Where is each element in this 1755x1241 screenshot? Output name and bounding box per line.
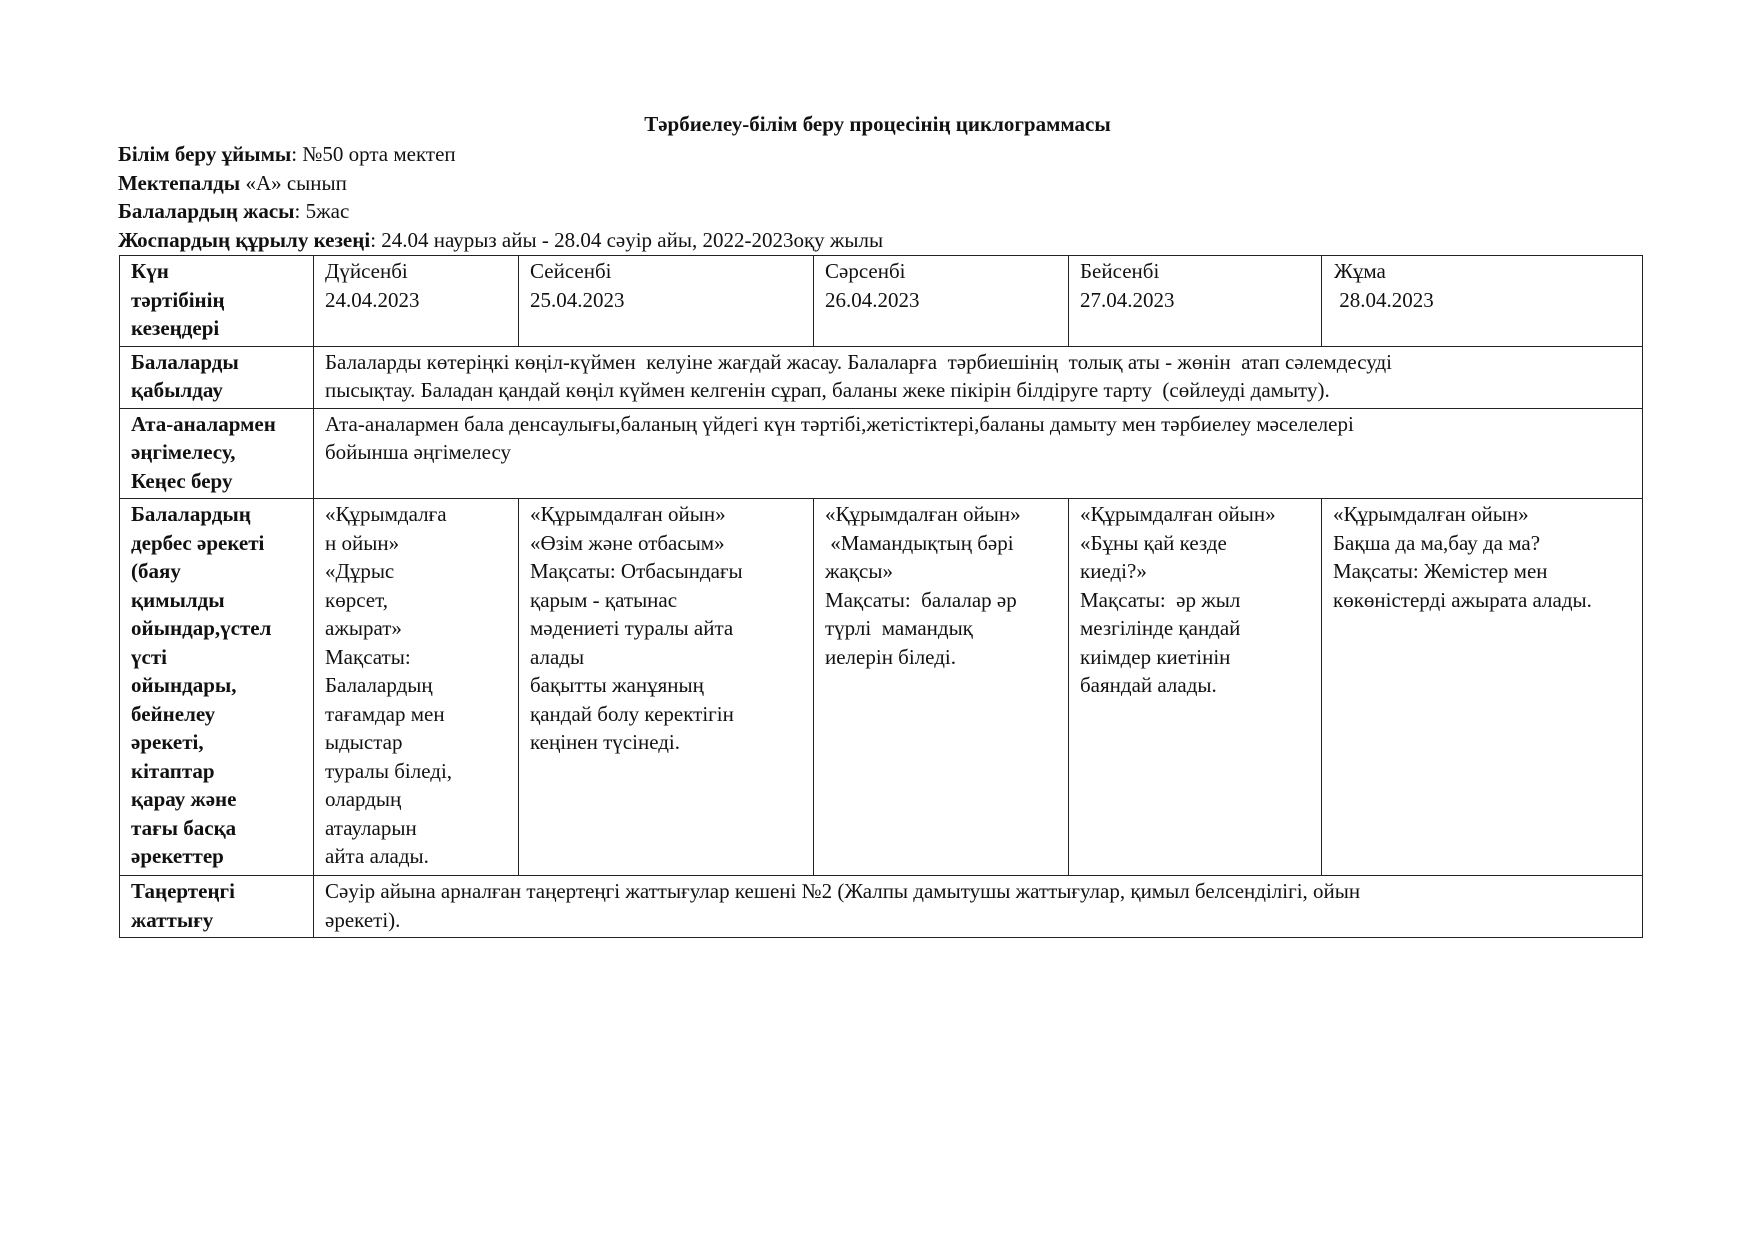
cyclogram-table <box>119 255 1643 938</box>
row-label-line: дербес әрекеті <box>131 530 265 555</box>
day-date: 26.04.2023 <box>825 287 920 312</box>
day-name: Сейсенбі <box>530 259 612 283</box>
exercise-description <box>314 876 1643 938</box>
activity-line: туралы біледі, <box>325 758 453 783</box>
day-name: Сәрсенбі <box>825 259 906 283</box>
activity-line: Мақсаты: әр жыл <box>1080 587 1241 612</box>
activity-line: кеңінен түсінеді. <box>530 730 681 754</box>
day-name: Дүйсенбі <box>325 259 408 283</box>
table-header-row <box>120 256 1643 347</box>
day-header-tuesday <box>519 256 814 347</box>
header-corner-cell <box>120 256 314 347</box>
header-corner-line: кезеңдері <box>131 316 220 340</box>
activity-line: көкөністерді ажырата алады. <box>1333 587 1592 612</box>
meta-organization <box>118 140 883 169</box>
document-meta <box>118 140 883 254</box>
activity-line: Балалардың <box>325 673 433 697</box>
activity-line: «Құрымдалған ойын» <box>1333 502 1529 526</box>
meta-label: Білім беру ұйымы <box>118 142 292 166</box>
meta-label: Мектепалды <box>118 170 241 195</box>
activity-line: алады <box>530 644 585 669</box>
description-line: Сәуір айына арналған таңертеңгі жаттығулар кешені №2 (Жалпы дамытушы жаттығулар, қимыл белсенділігі, ойын <box>325 879 1361 903</box>
activity-line: көрсет, <box>325 587 388 612</box>
day-header-thursday <box>1069 256 1322 347</box>
day-header-friday <box>1322 256 1643 347</box>
activity-line: «Құрымдалған ойын» <box>530 502 726 526</box>
table-row-activity <box>120 499 1643 876</box>
activity-line: Мақсаты: Жемістер мен <box>1333 559 1548 583</box>
row-label-line: кітаптар <box>131 758 215 783</box>
row-label-activity <box>120 499 314 876</box>
row-label-line: Таңертеңгі <box>131 879 235 903</box>
activity-line: жақсы» <box>825 559 893 583</box>
activity-line: түрлі мамандық <box>825 616 973 640</box>
description-line: бойынша әңгімелесу <box>325 440 511 464</box>
page-title: Тәрбиелеу-білім беру процесінің циклограммасы <box>644 112 1111 136</box>
activity-line: атауларын <box>325 815 417 840</box>
meta-value: : 24.04 наурыз айы - 28.04 сәуір айы, 2022-2023оқу жылы <box>370 227 884 252</box>
meta-class <box>118 169 883 198</box>
row-label-exercise <box>120 876 314 938</box>
activity-line: «Құрымдалған ойын» <box>1080 502 1276 526</box>
meta-value: : 5жас <box>294 199 350 223</box>
row-label-line: Ата-аналармен <box>131 411 276 436</box>
row-label-line: бейнелеу <box>131 701 216 726</box>
day-date: 25.04.2023 <box>530 287 625 312</box>
activity-wednesday <box>814 499 1069 876</box>
day-date: 27.04.2023 <box>1080 287 1175 312</box>
activity-line: тағамдар мен <box>325 701 445 726</box>
description-line: Ата-аналармен бала денсаулығы,баланың үйдегі күн тәртібі,жетістіктері,баланы дамыту мен тәрбиелеу мәселелері <box>325 411 1354 436</box>
activity-line: Мақсаты: балалар әр <box>825 587 1017 612</box>
table-row-parents <box>120 408 1643 499</box>
activity-line: олардың <box>325 787 402 811</box>
activity-line: иелерін біледі. <box>825 644 956 669</box>
meta-period <box>118 226 883 255</box>
row-label-line: ойындар,үстел <box>131 616 272 640</box>
row-label-reception <box>120 346 314 408</box>
activity-line: мезгілінде қандай <box>1080 616 1241 640</box>
activity-line: н ойын» <box>325 530 400 555</box>
activity-line: «Құрымдалған ойын» <box>825 502 1021 526</box>
activity-line: айта алады. <box>325 844 429 868</box>
activity-line: Мақсаты: Отбасындағы <box>530 559 743 583</box>
description-line: Балаларды көтеріңкі көңіл-күймен келуіне жағдай жасау. Балаларға тәрбиешінің толық аты - жөнін атап сәлемдесуді <box>325 349 1392 374</box>
day-name: Жұма <box>1334 259 1386 283</box>
meta-age <box>118 197 883 226</box>
activity-line: киеді?» <box>1080 559 1147 583</box>
activity-line: «Дұрыс <box>325 559 395 583</box>
row-label-line: жаттығу <box>131 907 214 932</box>
activity-line: «Бұны қай кезде <box>1080 530 1227 555</box>
row-label-line: Балаларды <box>131 349 239 374</box>
activity-line: ыдыстар <box>325 730 403 754</box>
day-name: Бейсенбі <box>1080 259 1160 283</box>
activity-tuesday <box>519 499 814 876</box>
day-date: 24.04.2023 <box>325 287 420 312</box>
activity-friday <box>1322 499 1643 876</box>
activity-line: қандай болу керектігін <box>530 701 734 726</box>
activity-line: «Мамандықтың бәрі <box>825 530 1014 555</box>
row-label-line: әңгімелесу, <box>131 440 236 464</box>
activity-line: киімдер киетінін <box>1080 644 1231 669</box>
description-line: пысықтау. Баладан қандай көңіл күймен келгенін сұрап, баланы жеке пікірін білдіруге тарту (сөйлеуді дамыту). <box>325 378 1330 402</box>
parents-description <box>314 408 1643 499</box>
day-header-monday <box>314 256 519 347</box>
row-label-line: Балалардың <box>131 502 251 526</box>
activity-line: «Өзім және отбасым» <box>530 530 725 555</box>
row-label-line: қабылдау <box>131 378 223 402</box>
row-label-parents <box>120 408 314 499</box>
activity-line: баяндай алады. <box>1080 673 1217 697</box>
meta-label: Балалардың жасы <box>118 199 295 223</box>
description-line: әрекеті). <box>325 907 401 932</box>
day-date: 28.04.2023 <box>1334 287 1434 312</box>
activity-line: мәдениеті туралы айта <box>530 616 734 640</box>
activity-line: қарым - қатынас <box>530 587 678 612</box>
header-corner-line: Күн <box>131 259 169 283</box>
header-corner-line: тәртібінің <box>131 287 225 312</box>
table-row-reception <box>120 346 1643 408</box>
reception-description <box>314 346 1643 408</box>
activity-line: ажырат» <box>325 616 402 640</box>
row-label-line: Кеңес беру <box>131 468 233 493</box>
activity-thursday <box>1069 499 1322 876</box>
row-label-line: әрекеттер <box>131 844 224 868</box>
activity-line: «Құрымдалға <box>325 502 447 526</box>
row-label-line: үсті <box>131 644 167 669</box>
row-label-line: (баяу <box>131 559 181 583</box>
table-row-exercise <box>120 876 1643 938</box>
activity-line: Бақша да ма,бау да ма? <box>1333 530 1541 555</box>
row-label-line: қарау және <box>131 787 237 811</box>
activity-line: Мақсаты: <box>325 644 411 669</box>
row-label-line: ойындары, <box>131 673 237 697</box>
row-label-line: тағы басқа <box>131 815 237 840</box>
meta-value: : №50 орта мектеп <box>291 142 456 166</box>
activity-monday <box>314 499 519 876</box>
meta-label: Жоспардың құрылу кезеңі <box>118 227 371 252</box>
day-header-wednesday <box>814 256 1069 347</box>
row-label-line: әрекеті, <box>131 730 204 754</box>
activity-line: бақытты жанұяның <box>530 673 704 697</box>
meta-value: «А» сынып <box>240 170 347 195</box>
row-label-line: қимылды <box>131 587 225 612</box>
